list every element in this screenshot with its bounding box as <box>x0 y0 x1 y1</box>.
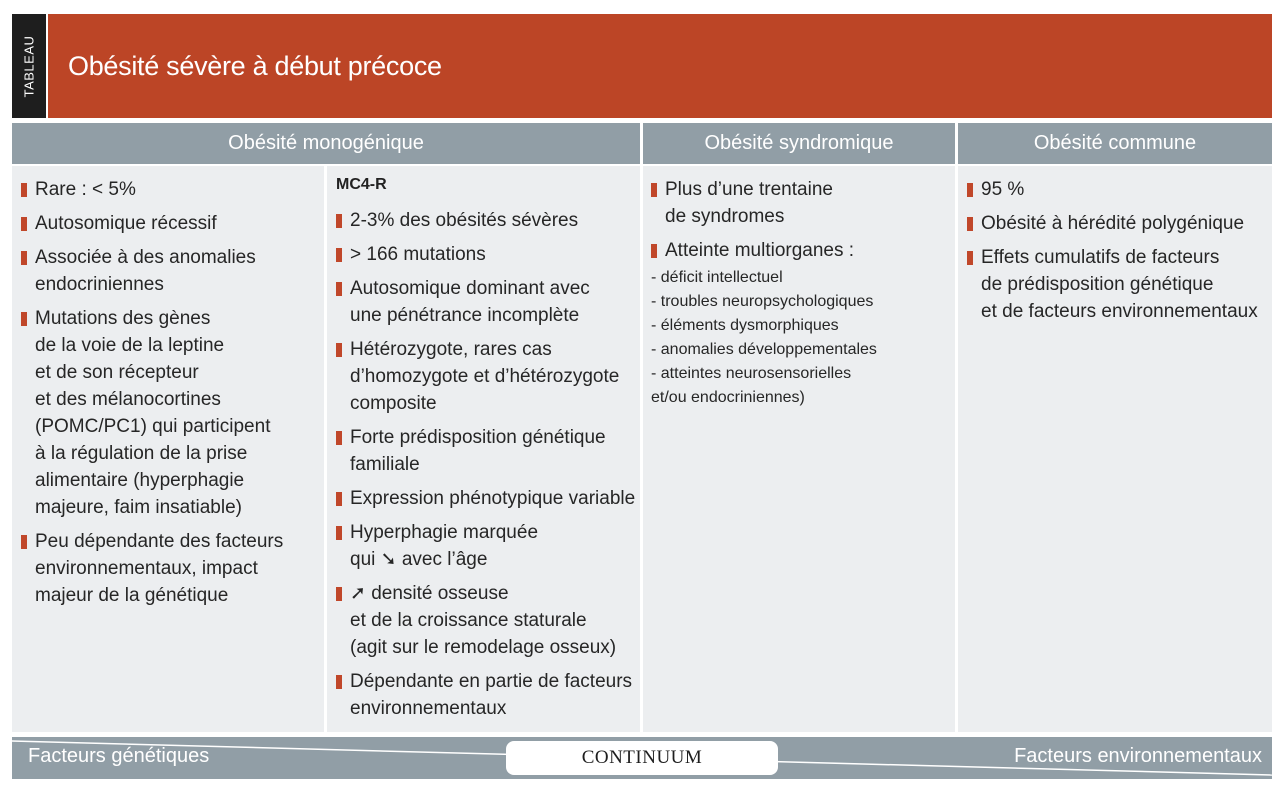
list-item: Autosomique récessif <box>21 210 321 237</box>
list-item: Associée à des anomalies endocriniennes <box>21 244 321 298</box>
list-item: Effets cumulatifs de facteurs de prédisposition génétique et de facteurs environnementaux <box>967 244 1267 325</box>
list-item: Forte prédisposition génétique familiale <box>336 424 638 478</box>
column-header-common <box>958 123 1272 164</box>
continuum-bar <box>12 737 1272 779</box>
list-item: Obésité à hérédité polygénique <box>967 210 1267 237</box>
tableau-tag-label: TABLEAU <box>21 35 37 97</box>
page-title: Obésité sévère à début précoce <box>68 50 442 81</box>
monogenic-general-list <box>21 176 321 616</box>
list-item: 2-3% des obésités sévères <box>336 207 638 234</box>
list-item: ➚ densité osseuse et de la croissance staturale (agit sur le remodelage osseux) <box>336 580 638 661</box>
common-list <box>967 176 1267 332</box>
syndromic-list <box>651 176 951 410</box>
environmental-factors-label: Facteurs environnementaux <box>1014 745 1262 767</box>
list-item: Mutations des gènes de la voie de la leptine et de son récepteur et des mélanocortines (POMC/PC1) qui participent à la régulation de la prise alimentaire (hyperphagie majeure, faim insatiable) <box>21 305 321 521</box>
column-header-label: Obésité syndromique <box>704 132 894 154</box>
list-item: Atteinte multiorganes : <box>651 237 951 264</box>
sub-list-item: - éléments dysmorphiques <box>651 317 839 334</box>
title-banner <box>48 14 1272 118</box>
column-header-label: Obésité monogénique <box>228 132 424 154</box>
list-item: Autosomique dominant avec une pénétrance incomplète <box>336 275 638 329</box>
list-item: 95 % <box>967 176 1267 203</box>
list-item: Hétérozygote, rares cas d’homozygote et d’hétérozygote composite <box>336 336 638 417</box>
sub-list-item: - anomalies développementales <box>651 341 877 358</box>
list-item: > 166 mutations <box>336 241 638 268</box>
column-header-monogenic <box>12 123 640 164</box>
list-item: Peu dépendante des facteurs environnementaux, impact majeur de la génétique <box>21 528 321 609</box>
genetic-factors-label: Facteurs génétiques <box>28 745 210 767</box>
mc4r-title: MC4-R <box>336 176 387 193</box>
list-item: Hyperphagie marquée qui ➘ avec l’âge <box>336 519 638 573</box>
list-item: Dépendante en partie de facteurs environnementaux <box>336 668 638 722</box>
sub-list-item: - atteintes neurosensorielles et/ou endocriniennes) <box>651 365 852 406</box>
sub-list-item: - troubles neuropsychologiques <box>651 293 874 310</box>
list-item: Rare : < 5% <box>21 176 321 203</box>
mc4r-list <box>336 207 638 729</box>
column-header-syndromic <box>643 123 955 164</box>
list-item: Expression phénotypique variable <box>336 485 638 512</box>
continuum-label: CONTINUUM <box>581 747 703 768</box>
sub-list-item: - déficit intellectuel <box>651 269 783 286</box>
column-header-label: Obésité commune <box>1033 132 1197 154</box>
tableau-tag <box>12 14 46 118</box>
list-item: Plus d’une trentaine de syndromes <box>651 176 951 230</box>
